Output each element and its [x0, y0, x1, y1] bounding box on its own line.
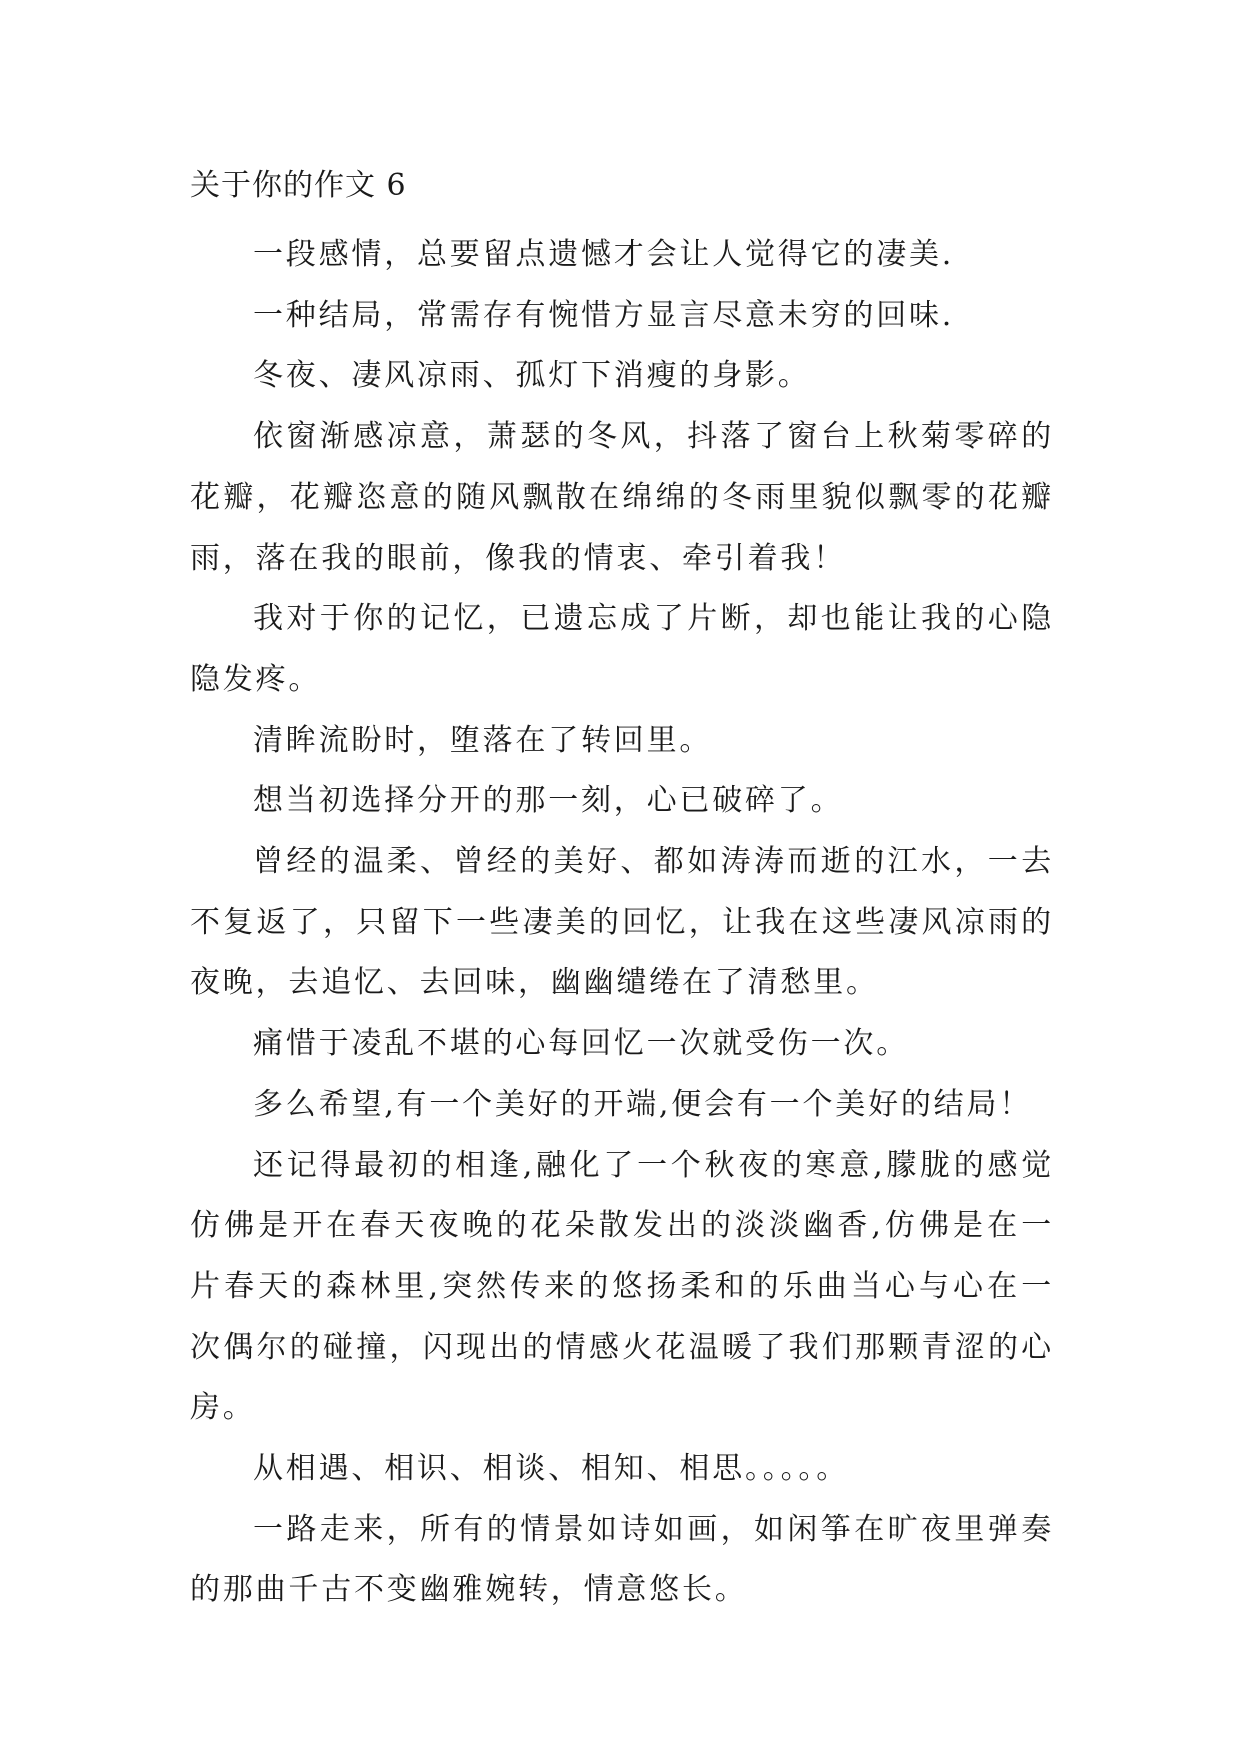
paragraph: 痛惜于凌乱不堪的心每回忆一次就受伤一次。: [253, 1026, 909, 1062]
paragraph: 多么希望,有一个美好的开端,便会有一个美好的结局！: [253, 1086, 1033, 1122]
paragraph: 还记得最初的相逢,融化了一个秋夜的寒意,朦胧的感觉仿佛是开在春天夜晚的花朵散发出的淡淡幽香,仿佛是在一片春天的森林里,突然传来的悠扬柔和的乐曲当心与心在一次偶尔的碰撞，闪现出的情感火花温暖了我们那颗青涩的心房。: [190, 1147, 1054, 1426]
paragraph: 一种结局，常需存有惋惜方显言尽意未穷的回味.: [253, 297, 955, 333]
paragraph: 我对于你的记忆，已遗忘成了片断，却也能让我的心隐隐发疼。: [190, 601, 1054, 697]
paragraph: 曾经的温柔、曾经的美好、都如涛涛而逝的江水，一去不复返了，只留下一些凄美的回忆，让我在这些凄风凉雨的夜晚，去追忆、去回味，幽幽缱绻在了清愁里。: [190, 844, 1054, 1001]
paragraph: 冬夜、凄风凉雨、孤灯下消瘦的身影。: [253, 358, 811, 394]
paragraph: 依窗渐感凉意，萧瑟的冬风，抖落了窗台上秋菊零碎的花瓣，花瓣恣意的随风飘散在绵绵的冬雨里貌似飘零的花瓣雨，落在我的眼前，像我的情衷、牵引着我！: [190, 419, 1054, 576]
document-body: [190, 164, 1054, 1621]
paragraph: 想当初选择分开的那一刻，心已破碎了。: [253, 783, 844, 819]
paragraph: 一段感情，总要留点遗憾才会让人觉得它的凄美.: [253, 237, 955, 272]
document-title: 关于你的作文 6: [190, 168, 407, 203]
paragraph: 清眸流盼时，堕落在了转回里。: [253, 722, 713, 758]
paragraph: 从相遇、相识、相谈、相知、相思。。。。。: [253, 1451, 849, 1487]
paragraph: 一路走来，所有的情景如诗如画，如闲筝在旷夜里弹奏的那曲千古不变幽雅婉转，情意悠长。: [190, 1511, 1054, 1608]
